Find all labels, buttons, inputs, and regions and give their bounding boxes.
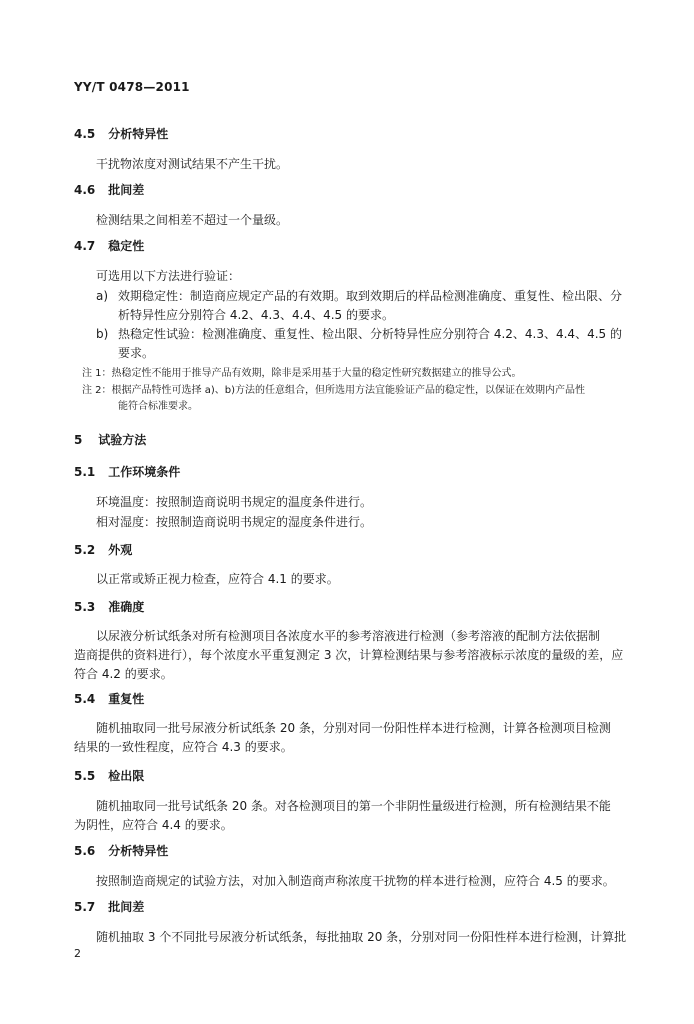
page-number: 2 — [74, 947, 81, 960]
section-title: 检出限 — [108, 769, 145, 783]
section-heading-5 — [74, 431, 146, 448]
list-item-a — [96, 287, 622, 304]
list-label: a) — [96, 289, 109, 303]
section-heading-5-7 — [74, 898, 144, 915]
section-title: 工作环境条件 — [108, 465, 181, 479]
paragraph-5-1-line2: 相对湿度：按照制造商说明书规定的湿度条件进行。 — [96, 515, 373, 529]
list-item-b-continued: 要求。 — [118, 346, 155, 360]
section-title: 外观 — [108, 543, 133, 557]
paragraph-5-3-line3: 符合 4.2 的要求。 — [74, 667, 173, 681]
list-item-a-continued: 析特异性应分别符合 4.2、4.3、4.4、4.5 的要求。 — [118, 308, 394, 322]
section-title: 分析特异性 — [108, 844, 169, 858]
list-item-b — [96, 325, 622, 342]
section-heading-5-2 — [74, 541, 132, 558]
section-title: 批间差 — [108, 183, 145, 197]
paragraph-5-5-line1: 随机抽取同一批号试纸条 20 条。对各检测项目的第一个非阴性量级进行检测，所有检测结果不能 — [96, 799, 611, 813]
list-text: 效期稳定性：制造商应规定产品的有效期。取到效期后的样品检测准确度、重复性、检出限、分 — [118, 289, 623, 303]
list-label: b) — [96, 327, 109, 341]
section-heading-4-7 — [74, 237, 144, 254]
note-1: 注 1：热稳定性不能用于推导产品有效期，除非是采用基于大量的稳定性研究数据建立的推导公式。 — [82, 368, 522, 379]
section-number: 5.3 — [74, 600, 96, 614]
section-number: 5.5 — [74, 769, 96, 783]
section-number: 5 — [74, 433, 83, 447]
paragraph-5-3-line1: 以尿液分析试纸条对所有检测项目各浓度水平的参考溶液进行检测（参考溶液的配制方法依据制 — [96, 629, 601, 643]
section-title: 准确度 — [108, 600, 145, 614]
paragraph-5-4-line2: 结果的一致性程度，应符合 4.3 的要求。 — [74, 740, 293, 754]
list-text: 热稳定性试验：检测准确度、重复性、检出限、分析特异性应分别符合 4.2、4.3、4.4、4.5 的 — [118, 327, 622, 341]
section-number: 4.7 — [74, 239, 96, 253]
section-title: 批间差 — [108, 900, 145, 914]
paragraph-4-5: 干扰物浓度对测试结果不产生干扰。 — [96, 157, 289, 171]
section-title: 重复性 — [108, 692, 145, 706]
section-heading-4-5 — [74, 125, 168, 142]
section-heading-5-3 — [74, 598, 144, 615]
section-number: 5.1 — [74, 465, 96, 479]
section-title: 分析特异性 — [108, 127, 169, 141]
paragraph-5-7-line1: 随机抽取 3 个不同批号尿液分析试纸条，每批抽取 20 条，分别对同一份阳性样本进行检测，计算批 — [96, 930, 627, 944]
section-number: 4.6 — [74, 183, 96, 197]
section-title: 试验方法 — [98, 433, 147, 447]
paragraph-5-4-line1: 随机抽取同一批号尿液分析试纸条 20 条，分别对同一份阳性样本进行检测，计算各检测项目检测 — [96, 721, 611, 735]
section-heading-4-6 — [74, 181, 144, 198]
paragraph-5-2: 以正常或矫正视力检查，应符合 4.1 的要求。 — [96, 572, 339, 586]
standard-code: YY/T 0478—2011 — [74, 80, 190, 94]
section-number: 5.6 — [74, 844, 96, 858]
paragraph-5-5-line2: 为阴性，应符合 4.4 的要求。 — [74, 818, 233, 832]
section-title: 稳定性 — [108, 239, 145, 253]
paragraph-5-3-line2: 造商提供的资料进行），每个浓度水平重复测定 3 次，计算检测结果与参考溶液标示浓度的量级的差，应 — [74, 648, 624, 662]
section-number: 5.2 — [74, 543, 96, 557]
note-2-continued: 能符合标准要求。 — [118, 401, 198, 412]
paragraph-4-7-intro: 可选用以下方法进行验证： — [96, 269, 241, 283]
section-number: 5.4 — [74, 692, 96, 706]
paragraph-5-1-line1: 环境温度：按照制造商说明书规定的温度条件进行。 — [96, 495, 373, 509]
paragraph-4-6: 检测结果之间相差不超过一个量级。 — [96, 213, 289, 227]
paragraph-5-6: 按照制造商规定的试验方法，对加入制造商声称浓度干扰物的样本进行检测，应符合 4.5 的要求。 — [96, 874, 615, 888]
section-heading-5-4 — [74, 690, 144, 707]
note-2: 注 2：根据产品特性可选择 a)、b)方法的任意组合，但所选用方法宜能验证产品的稳定性，以保证在效期内产品性 — [82, 385, 585, 396]
section-heading-5-1 — [74, 463, 180, 480]
section-number: 5.7 — [74, 900, 96, 914]
section-number: 4.5 — [74, 127, 96, 141]
section-heading-5-6 — [74, 842, 168, 859]
section-heading-5-5 — [74, 767, 144, 784]
